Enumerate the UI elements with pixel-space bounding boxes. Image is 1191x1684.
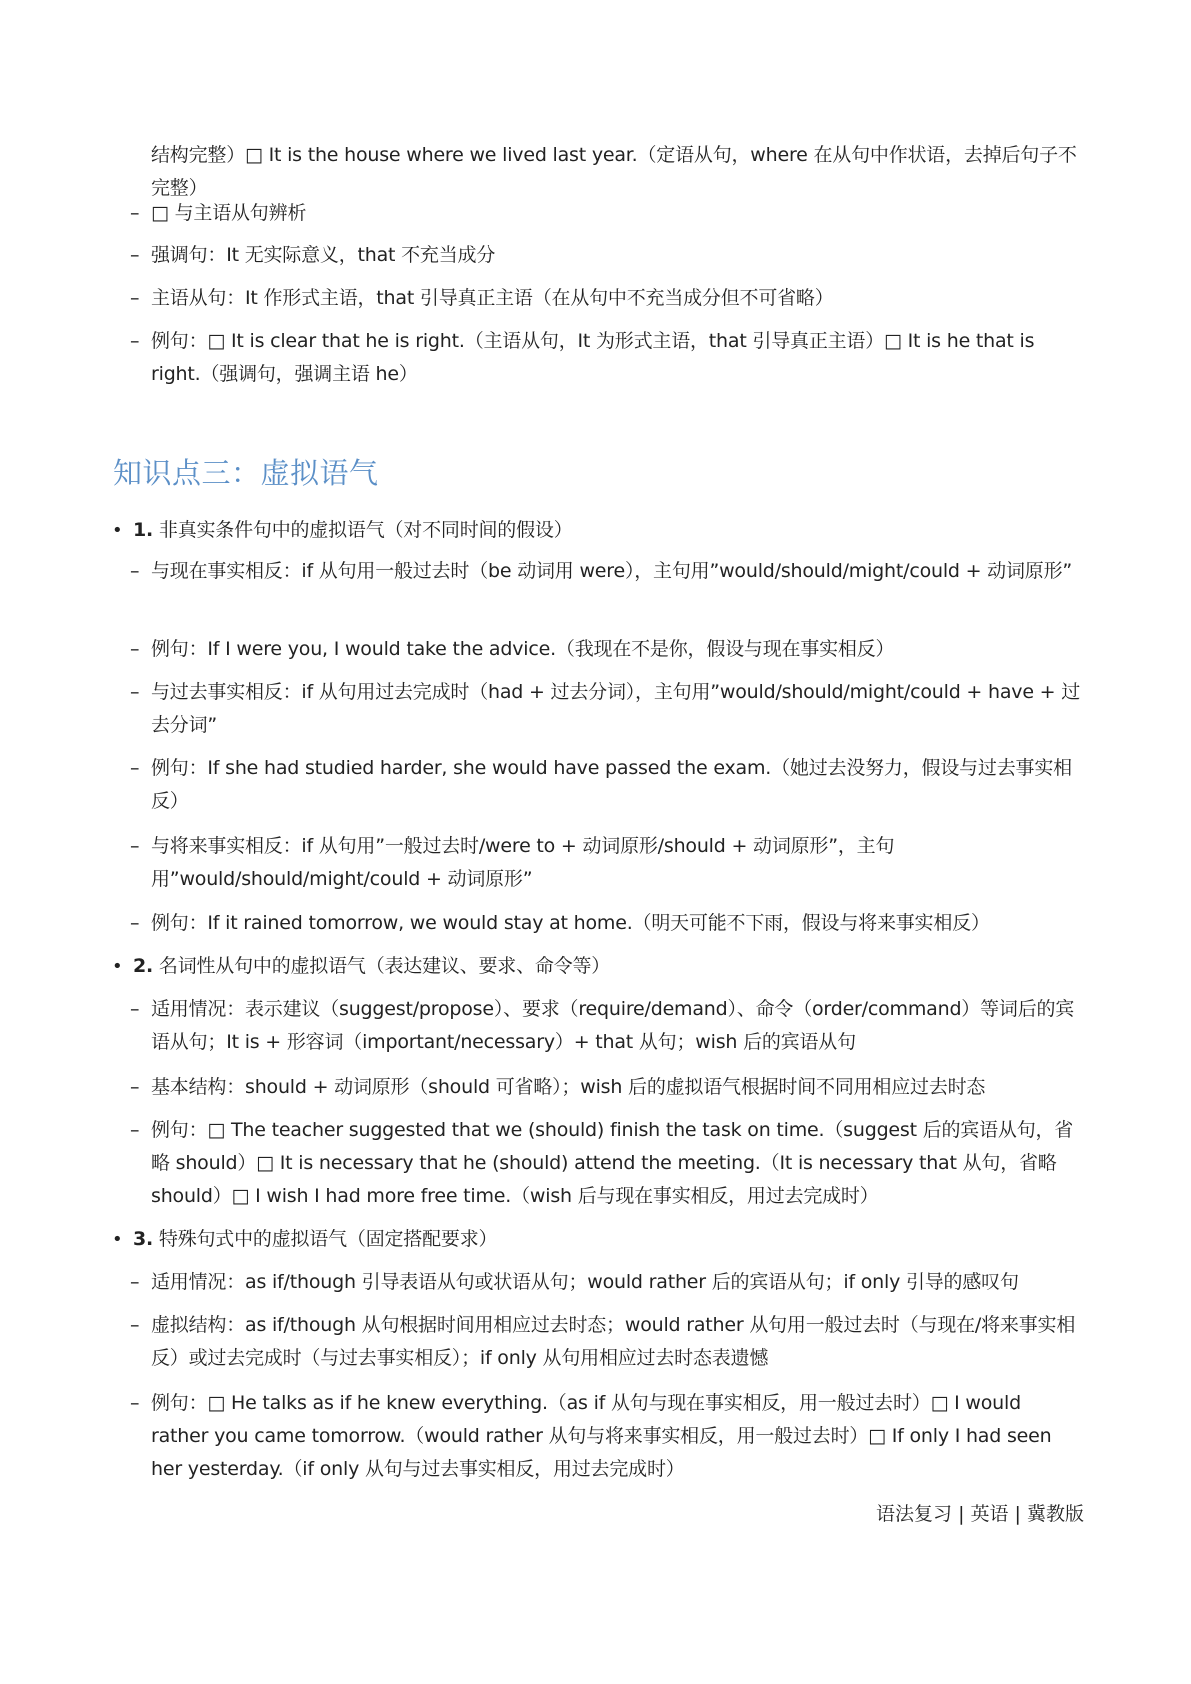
- section-heading: 知识点三：虚拟语气: [113, 456, 379, 490]
- list-item: – 适用情况：as if/though 引导表语从句或状语从句；would rather 后的宾语从句；if only 引导的感叹句: [130, 1266, 1084, 1299]
- bullet-marker: •: [112, 1229, 123, 1250]
- list-item: – 例句：□ He talks as if he knew everything.（as if 从句与现在事实相反，用一般过去时）□ I would rather you came tomorrow.（would rather 从句与将来事实相反，用一般过去时）□ If only I had seen her yesterday.（if only 从句与过去事实相反，用过去完成时）: [130, 1387, 1084, 1486]
- list-item: – 与现在事实相反：if 从句用一般过去时（be 动词用 were），主句用”would/should/might/could + 动词原形”: [130, 555, 1084, 588]
- dash-marker: –: [130, 835, 140, 857]
- dash-marker: –: [130, 1119, 140, 1141]
- dash-marker: –: [130, 1271, 140, 1293]
- list-item: – □ 与主语从句辨析: [130, 197, 1084, 230]
- list-item: – 适用情况：表示建议（suggest/propose）、要求（require/demand）、命令（order/command）等词后的宾语从句；It is + 形容词（important/necessary）+ that 从句；wish 后的宾语从句: [130, 993, 1084, 1059]
- numbered-bullet: [112, 1223, 1084, 1256]
- list-item: – 例句：If I were you, I would take the advice.（我现在不是你，假设与现在事实相反）: [130, 633, 1084, 666]
- dash-marker: –: [130, 1076, 140, 1098]
- dash-marker: –: [130, 757, 140, 779]
- bullet-marker: •: [112, 956, 123, 977]
- list-item: – 主语从句：It 作形式主语，that 引导真正主语（在从句中不充当成分但不可省略）: [130, 282, 1084, 315]
- dash-marker: –: [130, 244, 140, 266]
- list-item: – 虚拟结构：as if/though 从句根据时间用相应过去时态；would rather 从句用一般过去时（与现在/将来事实相反）或过去完成时（与过去事实相反）；if only 从句用相应过去时态表遗憾: [130, 1309, 1084, 1375]
- continuation-paragraph: 结构完整）□ It is the house where we lived last year.（定语从句，where 在从句中作状语，去掉后句子不完整）: [151, 144, 1077, 199]
- list-item: – 例句：□ The teacher suggested that we (should) finish the task on time.（suggest 后的宾语从句，省略 should）□ It is necessary that he (should) attend the meeting.（It is necessary that 从句，省略 should）□ I wish I had more free time.（wish 后与现在事实相反，用过去完成时）: [130, 1114, 1084, 1213]
- dash-marker: –: [130, 998, 140, 1020]
- page-footer: 语法复习 | 英语 | 冀教版: [876, 1503, 1084, 1525]
- dash-marker: –: [130, 1314, 140, 1336]
- dash-marker: –: [130, 912, 140, 934]
- dash-marker: –: [130, 330, 140, 352]
- bullet-number: 2.: [133, 955, 154, 977]
- list-item: – 例句：If it rained tomorrow, we would stay at home.（明天可能不下雨，假设与将来事实相反）: [130, 907, 1084, 940]
- list-item: – 与将来事实相反：if 从句用”一般过去时/were to + 动词原形/should + 动词原形”，主句用”would/should/might/could + 动词原形”: [130, 830, 1084, 896]
- bullet-number: 1.: [133, 519, 154, 541]
- numbered-bullet: [112, 950, 1084, 983]
- list-item: – 例句：□ It is clear that he is right.（主语从句，It 为形式主语，that 引导真正主语）□ It is he that is right.（强调句，强调主语 he）: [130, 325, 1084, 391]
- bullet-title: 名词性从句中的虚拟语气（表达建议、要求、命令等）: [158, 955, 611, 977]
- dash-marker: –: [130, 287, 140, 309]
- list-item: – 与过去事实相反：if 从句用过去完成时（had + 过去分词），主句用”would/should/might/could + have + 过去分词”: [130, 676, 1084, 742]
- bullet-title: 特殊句式中的虚拟语气（固定搭配要求）: [158, 1228, 498, 1250]
- list-item: – 例句：If she had studied harder, she would have passed the exam.（她过去没努力，假设与过去事实相反）: [130, 752, 1084, 818]
- bullet-marker: •: [112, 520, 123, 541]
- dash-marker: –: [130, 1392, 140, 1414]
- bullet-number: 3.: [133, 1228, 154, 1250]
- dash-marker: –: [130, 681, 140, 703]
- dash-marker: –: [130, 560, 140, 582]
- dash-marker: –: [130, 202, 140, 224]
- list-item: – 基本结构：should + 动词原形（should 可省略）；wish 后的虚拟语气根据时间不同用相应过去时态: [130, 1071, 1084, 1104]
- numbered-bullet: [112, 514, 1084, 547]
- list-item: – 强调句：It 无实际意义，that 不充当成分: [130, 239, 1084, 272]
- dash-marker: –: [130, 638, 140, 660]
- bullet-title: 非真实条件句中的虚拟语气（对不同时间的假设）: [158, 519, 573, 541]
